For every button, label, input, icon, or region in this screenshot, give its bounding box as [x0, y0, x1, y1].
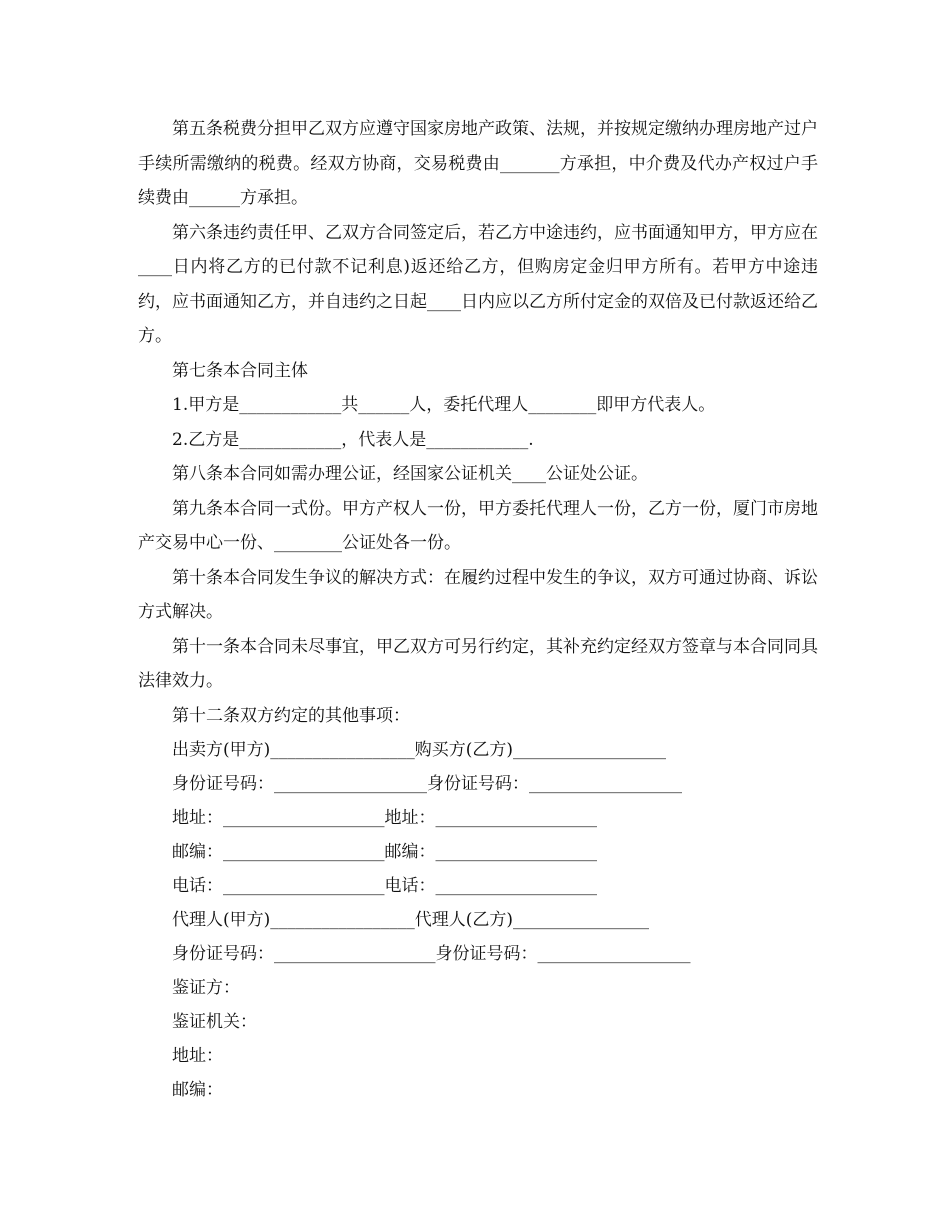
- signature-id-numbers: 身份证号码：__________________身份证号码：__________________: [172, 774, 682, 794]
- signature-parties: 出卖方(甲方)_________________购买方(乙方)__________________: [172, 740, 667, 760]
- article-7-title: 第七条本合同主体: [172, 360, 308, 381]
- article-11-supplement: 第十一条本合同未尽事宜，甲乙双方可另行约定，其补充约定经双方签章与本合同同具法律效力。: [138, 636, 818, 691]
- article-8-notarization: 第八条本合同如需办理公证，经国家公证机关____公证处公证。: [172, 464, 648, 484]
- article-10-disputes: 第十条本合同发生争议的解决方式：在履约过程中发生的争议，双方可通过协商、诉讼方式解决。: [138, 567, 818, 622]
- article-6-breach: 第六条违约责任甲、乙双方合同签定后，若乙方中途违约，应书面通知甲方，甲方应在____日内将乙方的已付款不记利息)返还给乙方，但购房定金归甲方所有。若甲方中途违约，应书面通知乙方，并自违约之日起____日内应以乙方所付定金的双倍及已付款返还给乙方。: [138, 222, 818, 346]
- contract-body: [138, 112, 818, 1107]
- signature-agent-id-numbers: 身份证号码：___________________身份证号码：__________________: [172, 944, 691, 964]
- signature-phone: 电话：___________________电话：___________________: [172, 876, 597, 896]
- notary-party: 鉴证方：: [172, 978, 240, 998]
- notary-organization: 鉴证机关：: [172, 1012, 257, 1032]
- signature-agents: 代理人(甲方)_________________代理人(乙方)________________: [172, 910, 650, 930]
- article-12-title: 第十二条双方约定的其他事项：: [172, 705, 410, 726]
- signature-postcode: 邮编：___________________邮编：___________________: [172, 842, 597, 862]
- signature-address: 地址：___________________地址：___________________: [172, 808, 597, 828]
- article-7-party-b: 2.乙方是____________，代表人是____________.: [172, 429, 534, 450]
- notary-postcode: 邮编：: [172, 1080, 223, 1100]
- article-5-taxes: 第五条税费分担甲乙双方应遵守国家房地产政策、法规，并按规定缴纳办理房地产过户手续所需缴纳的税费。经双方协商，交易税费由_______方承担，中介费及代办产权过户手续费由______方承担。: [138, 119, 818, 208]
- article-9-copies: 第九条本合同一式份。甲方产权人一份，甲方委托代理人一份，乙方一份，厦门市房地产交易中心一份、________公证处各一份。: [138, 498, 818, 553]
- article-7-party-a: 1.甲方是____________共______人，委托代理人________即甲方代表人。: [172, 395, 716, 415]
- notary-address: 地址：: [172, 1046, 223, 1066]
- signature-block: [138, 733, 818, 1107]
